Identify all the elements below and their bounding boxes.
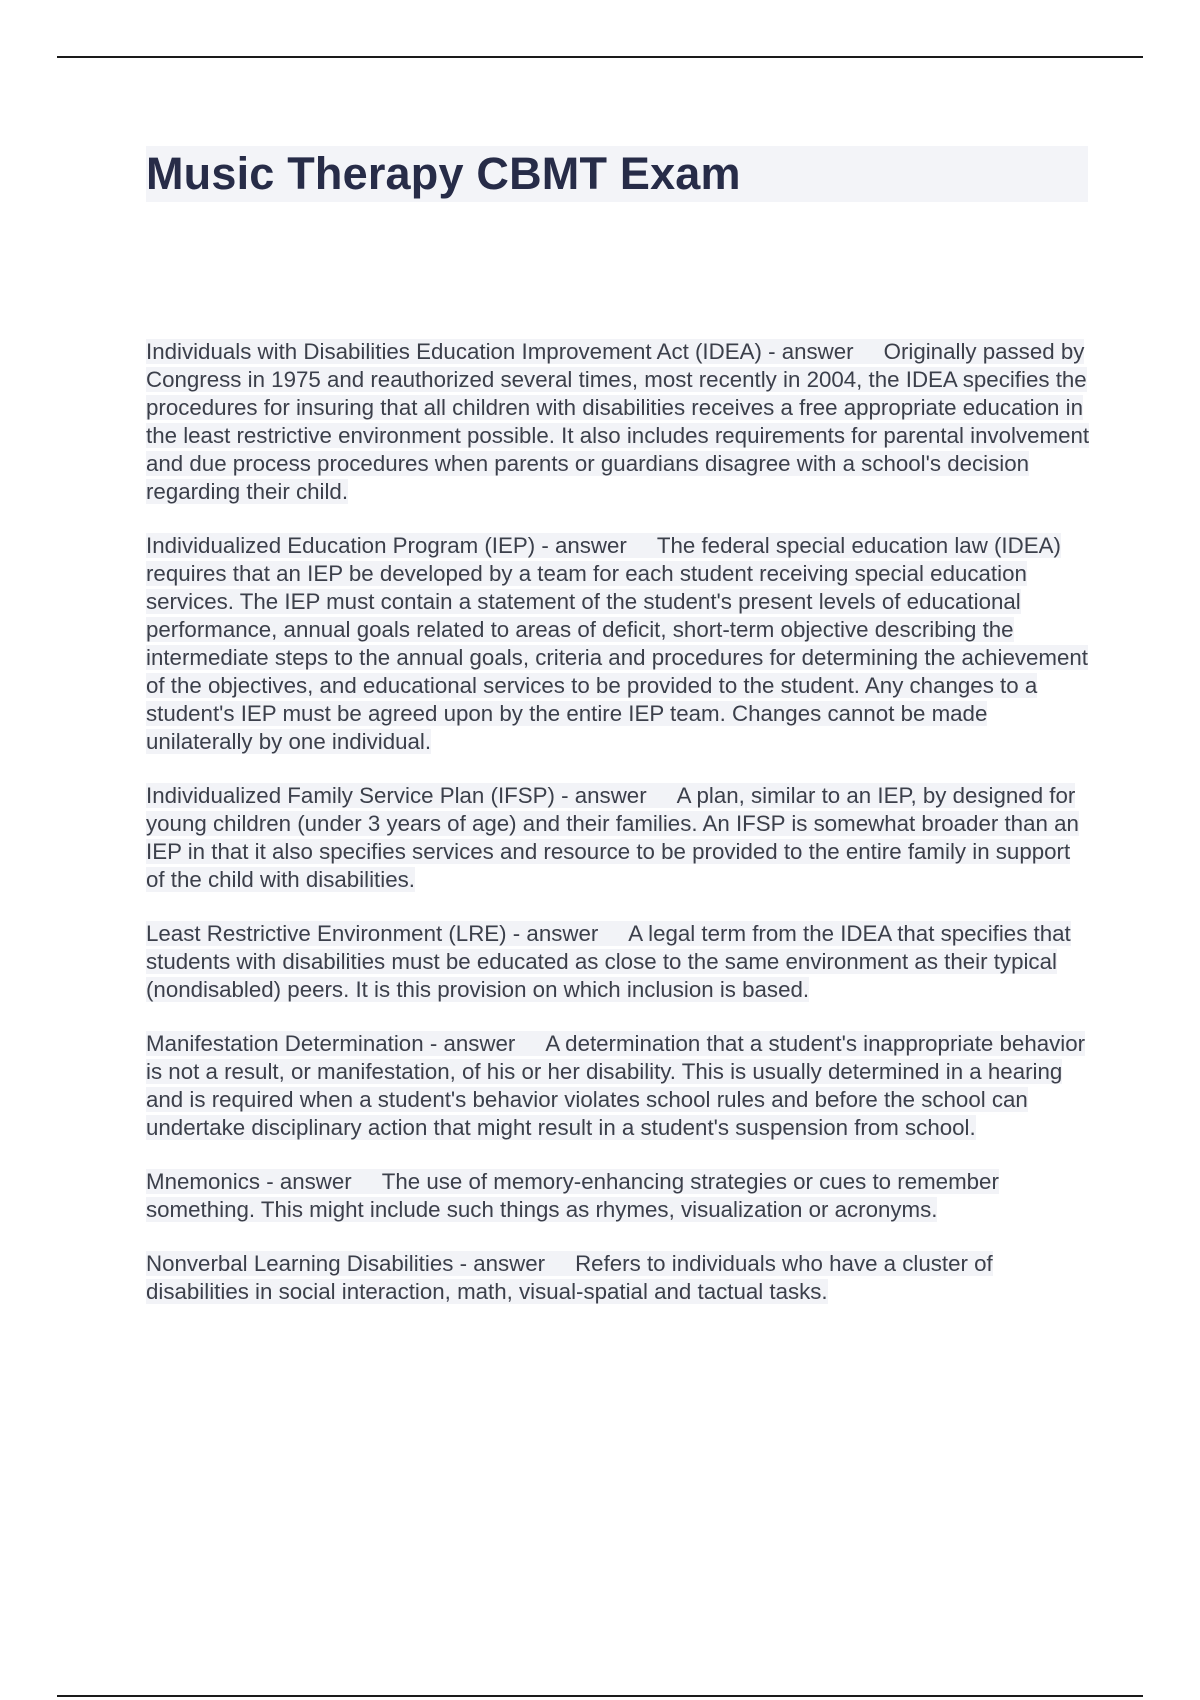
entry-definition: A determination that a student's inappropriate behavior is not a result, or manifestation, of his or her disability. This is usually determined in a hearing and is required when a student's behavior violates school rules and before the school can undertake disciplinary action that might result in a student's suspension from school. [146,1031,1086,1140]
entry-separator: - answer [266,1169,352,1194]
entry-term: Manifestation Determination [146,1031,424,1056]
entry-term: Mnemonics [146,1169,260,1194]
bottom-rule [57,1695,1143,1697]
entry-term: Least Restrictive Environment (LRE) [146,921,507,946]
entry-term: Individuals with Disabilities Education Improvement Act (IDEA) [146,339,762,364]
flashcard-entry [146,532,1090,756]
entry-separator: - answer [512,921,599,946]
flashcard-entry [146,920,1090,1004]
entry-definition: The federal special education law (IDEA) requires that an IEP be developed by a team for each student receiving special education services. The IEP must contain a statement of the student's present levels of educational performance, annual goals related to areas of deficit, short-term objective describing the intermediate steps to the annual goals, criteria and procedures for determining the achievement of the objectives, and educational services to be provided to the student. Any changes to a student's IEP must be agreed upon by the entire IEP team. Changes cannot be made unilaterally by one individual. [146,533,1088,754]
entry-term: Nonverbal Learning Disabilities [146,1251,454,1276]
entry-term: Individualized Family Service Plan (IFSP) [146,783,555,808]
entry-definition: A plan, similar to an IEP, by designed for young children (under 3 years of age) and their families. An IFSP is somewhat broader than an IEP in that it also specifies services and resource to be provided to the entire family in support of the child with disabilities. [146,783,1079,892]
flashcard-list [146,338,1090,1332]
top-rule [57,56,1143,58]
entry-separator: - answer [429,1031,516,1056]
flashcard-entry [146,1250,1090,1306]
page-title: Music Therapy CBMT Exam [146,148,741,199]
entry-definition: Refers to individuals who have a cluster of disabilities in social interaction, math, visual-spatial and tactual tasks. [146,1251,993,1304]
entry-definition: Originally passed by Congress in 1975 and reauthorized several times, most recently in 2004, the IDEA specifies the procedures for insuring that all children with disabilities receives a free appropriate education in the least restrictive environment possible. It also includes requirements for parental involvement and due process procedures when parents or guardians disagree with a school's decision regarding their child. [146,339,1090,504]
entry-definition: A legal term from the IDEA that specifies that students with disabilities must be educated as close to the same environment as their typical (nondisabled) peers. It is this provision on which inclusion is based. [146,921,1071,1002]
entry-definition: The use of memory-enhancing strategies or cues to remember something. This might include such things as rhymes, visualization or acronyms. [146,1169,999,1222]
flashcard-entry [146,1168,1090,1224]
entry-term: Individualized Education Program (IEP) [146,533,536,558]
flashcard-entry [146,782,1090,894]
entry-separator: - answer [541,533,627,558]
entry-separator: - answer [768,339,854,364]
entry-separator: - answer [459,1251,546,1276]
flashcard-entry [146,338,1090,506]
flashcard-entry [146,1030,1090,1142]
entry-separator: - answer [561,783,647,808]
